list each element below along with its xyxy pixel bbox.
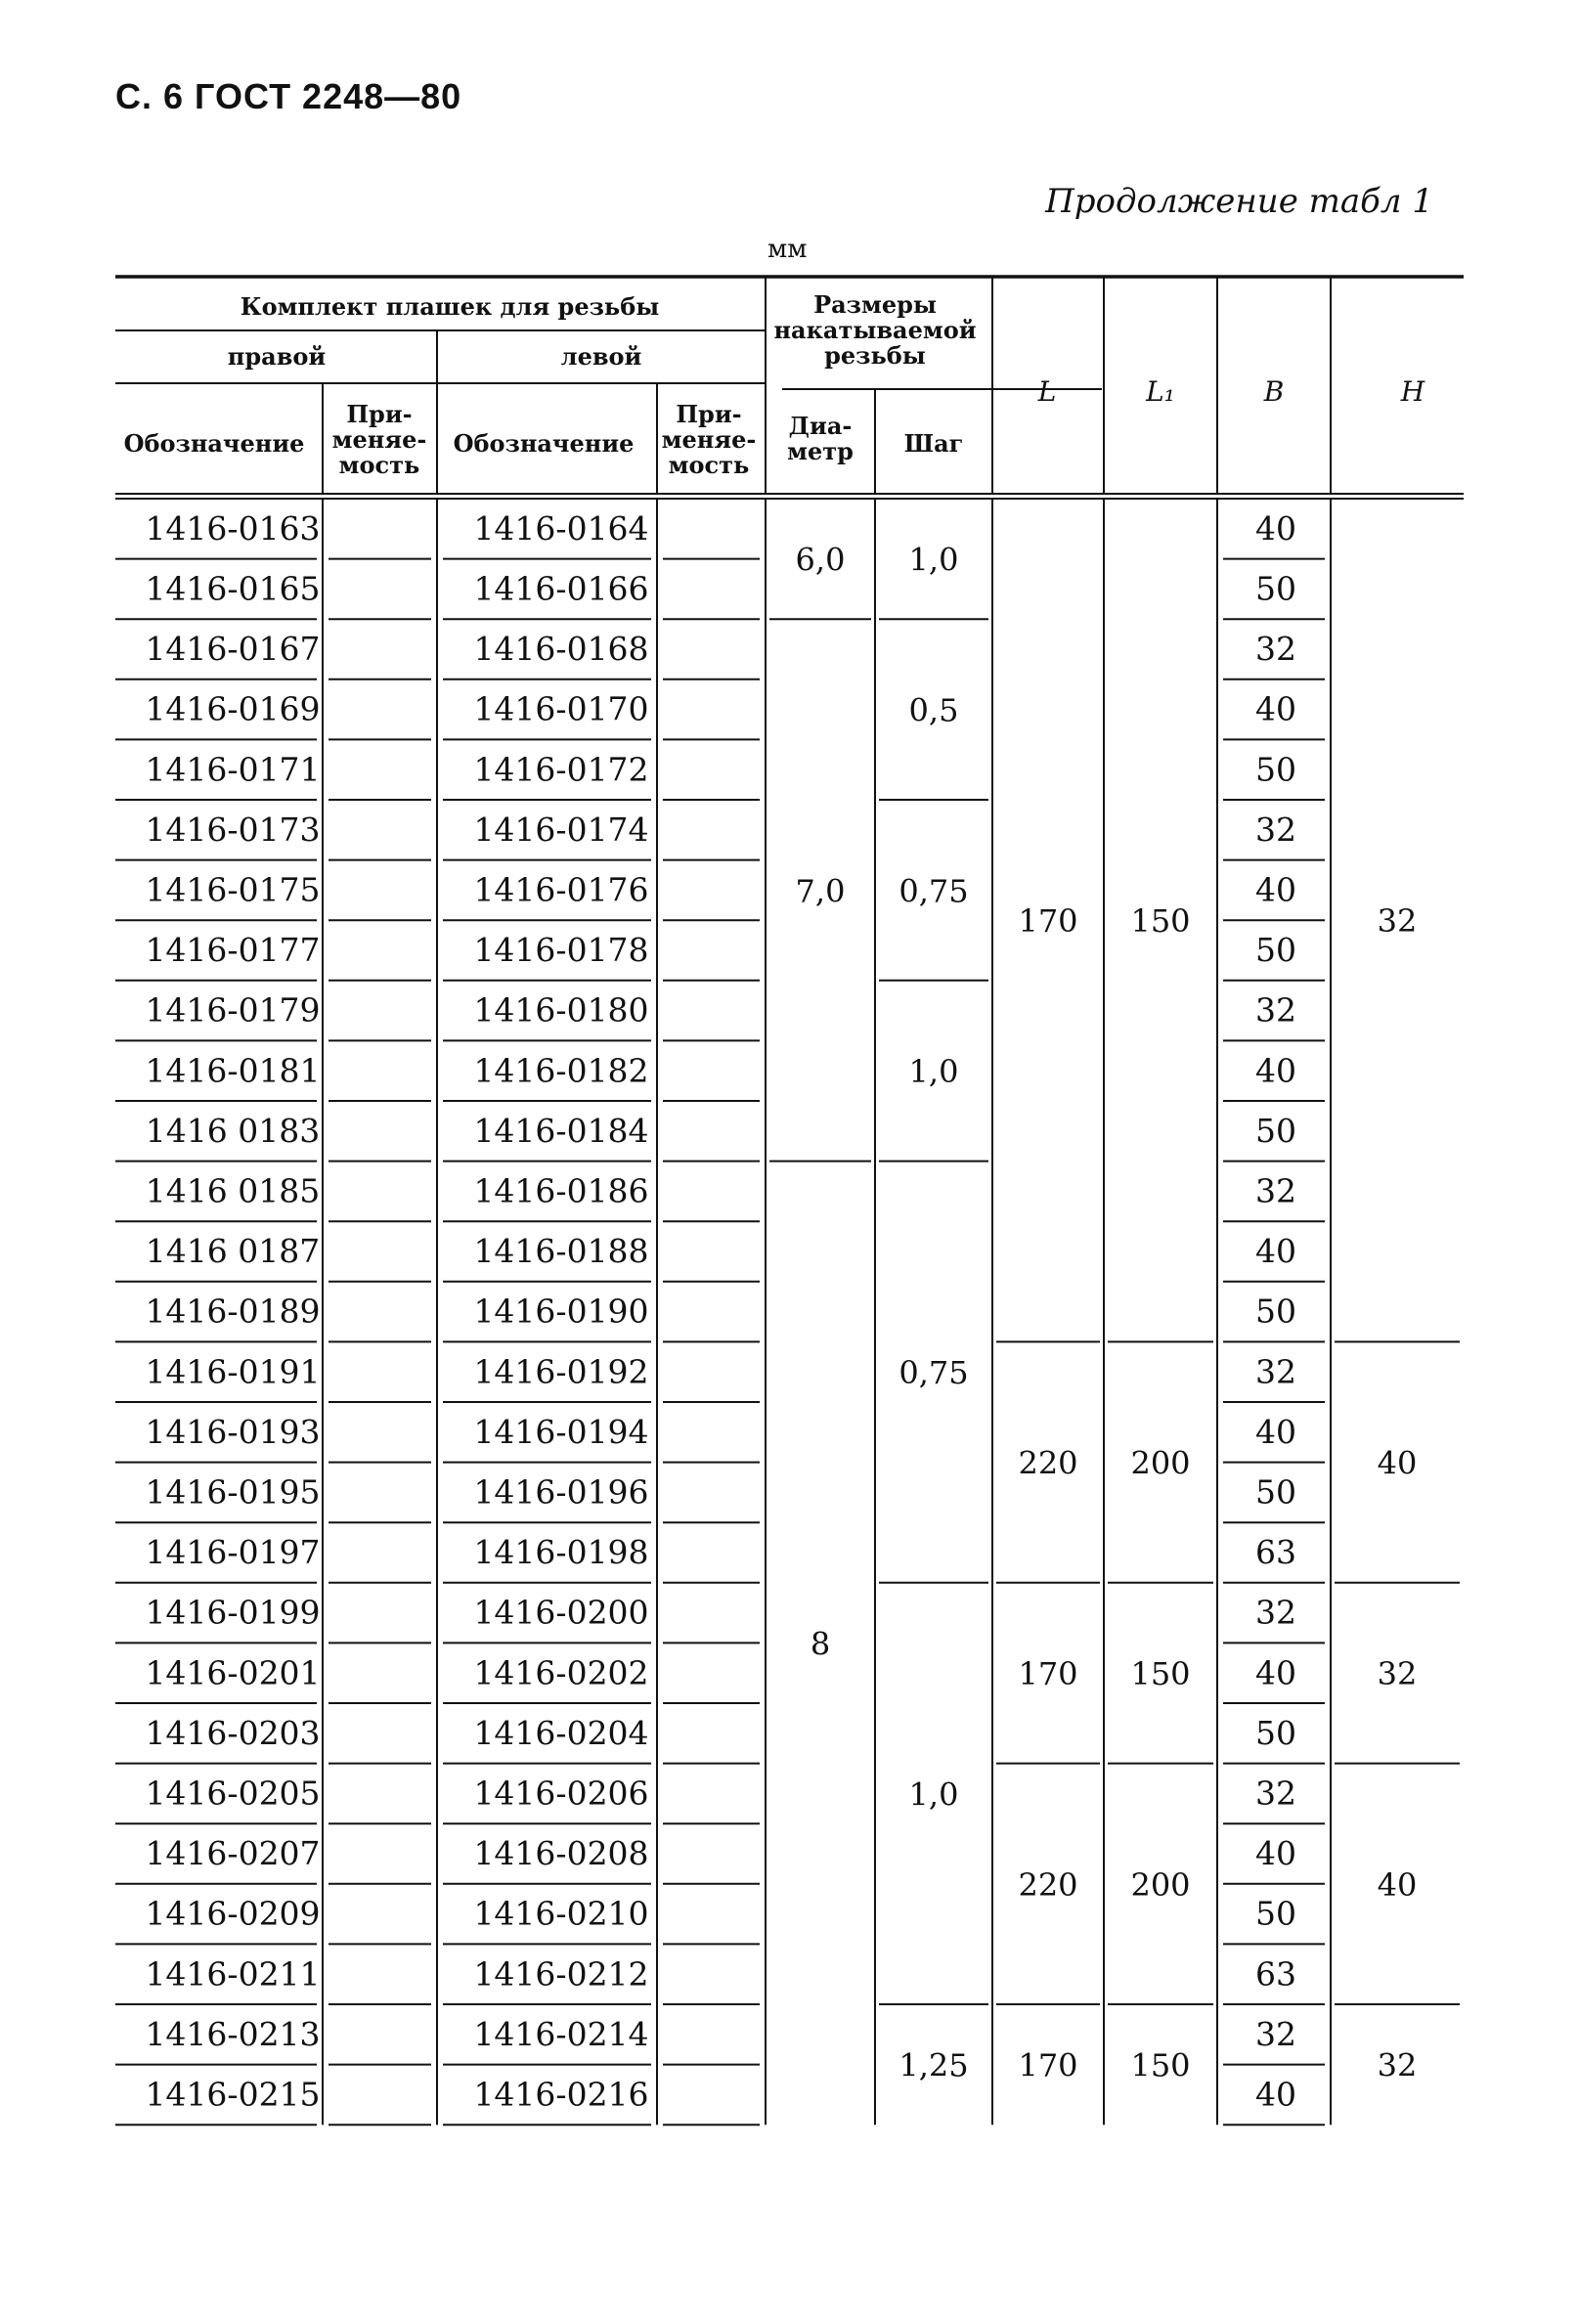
- left-designation-cell: 1416-0174: [473, 810, 649, 849]
- b-value-cell: 50: [1255, 1292, 1296, 1331]
- b-value-cell: 40: [1255, 1051, 1296, 1090]
- b-value-cell: 32: [1255, 990, 1296, 1030]
- diameter-cell: 7,0: [795, 872, 846, 910]
- left-designation-cell: 1416-0186: [473, 1171, 649, 1210]
- header-L: L: [1037, 375, 1057, 408]
- H-cell: 32: [1377, 2046, 1418, 2084]
- right-designation-cell: 1416-0173: [145, 810, 321, 849]
- b-value-cell: 40: [1255, 508, 1296, 548]
- header-diameter-2: метр: [787, 437, 854, 465]
- L-cell: 220: [1018, 1444, 1078, 1482]
- b-value-cell: 40: [1255, 1834, 1296, 1873]
- pitch-cell: 0,75: [899, 872, 969, 910]
- b-value-cell: 40: [1255, 1653, 1296, 1692]
- left-designation-cell: 1416-0170: [473, 689, 649, 728]
- left-designation-cell: 1416-0196: [473, 1472, 649, 1512]
- left-designation-cell: 1416-0214: [473, 2014, 649, 2053]
- H-cell: 40: [1377, 1444, 1418, 1482]
- b-value-cell: 50: [1255, 1894, 1296, 1933]
- b-value-cell: 50: [1255, 1713, 1296, 1752]
- pitch-cell: 0,75: [899, 1354, 969, 1392]
- L1-cell: 200: [1130, 1865, 1191, 1904]
- L-cell: 220: [1018, 1865, 1078, 1904]
- right-designation-cell: 1416-0179: [145, 990, 321, 1030]
- H-cell: 40: [1377, 1865, 1418, 1904]
- header-thread-sizes-3: резьбы: [824, 341, 926, 370]
- header-thread-sizes-1: Размеры: [813, 290, 937, 319]
- left-designation-cell: 1416-0168: [473, 630, 649, 669]
- H-cell: 32: [1377, 902, 1418, 941]
- left-designation-cell: 1416-0178: [473, 931, 649, 970]
- left-designation-cell: 1416-0190: [473, 1292, 649, 1331]
- right-designation-cell: 1416-0203: [145, 1713, 321, 1752]
- left-designation-cell: 1416-0164: [473, 508, 649, 548]
- header-thread-sizes-2: накатываемой: [773, 316, 977, 344]
- header-kit: Комплект плашек для резьбы: [240, 292, 660, 321]
- b-value-cell: 32: [1255, 630, 1296, 669]
- L1-cell: 150: [1130, 902, 1191, 941]
- b-value-cell: 50: [1255, 1472, 1296, 1512]
- b-value-cell: 32: [1255, 1774, 1296, 1813]
- right-designation-cell: 1416-0167: [145, 630, 321, 669]
- b-value-cell: 63: [1255, 1954, 1296, 1994]
- header-applicability-right-3: мость: [338, 451, 420, 479]
- right-designation-cell: 1416-0171: [145, 750, 321, 789]
- b-value-cell: 32: [1255, 810, 1296, 849]
- right-designation-cell: 1416 0187: [145, 1232, 321, 1271]
- left-designation-cell: 1416-0188: [473, 1232, 649, 1271]
- left-designation-cell: 1416-0166: [473, 569, 649, 608]
- b-value-cell: 32: [1255, 1593, 1296, 1632]
- right-designation-cell: 1416-0181: [145, 1051, 321, 1090]
- b-value-cell: 50: [1255, 931, 1296, 970]
- right-designation-cell: 1416-0195: [145, 1472, 321, 1512]
- b-value-cell: 50: [1255, 750, 1296, 789]
- header-diameter-1: Диа-: [788, 412, 853, 440]
- right-designation-cell: 1416-0199: [145, 1593, 321, 1632]
- right-designation-cell: 1416-0207: [145, 1834, 321, 1873]
- L1-cell: 150: [1130, 1655, 1191, 1693]
- left-designation-cell: 1416-0212: [473, 1954, 649, 1994]
- L1-cell: 200: [1130, 1444, 1191, 1482]
- b-value-cell: 63: [1255, 1533, 1296, 1572]
- left-designation-cell: 1416-0216: [473, 2075, 649, 2114]
- left-designation-cell: 1416-0200: [473, 1593, 649, 1632]
- L-cell: 170: [1018, 1655, 1078, 1693]
- header-designation-left: Обозначение: [453, 429, 635, 458]
- right-designation-cell: 1416-0211: [145, 1954, 321, 1994]
- b-value-cell: 40: [1255, 870, 1296, 909]
- left-designation-cell: 1416-0176: [473, 870, 649, 909]
- right-designation-cell: 1416-0175: [145, 870, 321, 909]
- page-header: С. 6 ГОСТ 2248—80: [115, 76, 462, 116]
- left-designation-cell: 1416-0180: [473, 990, 649, 1030]
- diameter-cell: 8: [810, 1625, 831, 1663]
- left-designation-cell: 1416-0184: [473, 1111, 649, 1150]
- L-cell: 170: [1018, 2046, 1078, 2084]
- header-right-thread: правой: [227, 342, 327, 371]
- left-designation-cell: 1416-0206: [473, 1774, 649, 1813]
- left-designation-cell: 1416-0182: [473, 1051, 649, 1090]
- header-applicability-left-3: мость: [668, 451, 750, 479]
- b-value-cell: 32: [1255, 1352, 1296, 1391]
- b-value-cell: 40: [1255, 1412, 1296, 1451]
- left-designation-cell: 1416-0192: [473, 1352, 649, 1391]
- left-designation-cell: 1416-0210: [473, 1894, 649, 1933]
- header-B: B: [1263, 375, 1285, 408]
- units-label: мм: [767, 235, 808, 264]
- right-designation-cell: 1416-0197: [145, 1533, 321, 1572]
- right-designation-cell: 1416-0209: [145, 1894, 321, 1933]
- pitch-cell: 1,25: [899, 2046, 969, 2084]
- pitch-cell: 1,0: [908, 541, 959, 579]
- right-designation-cell: 1416-0189: [145, 1292, 321, 1331]
- b-value-cell: 50: [1255, 1111, 1296, 1150]
- right-designation-cell: 1416-0201: [145, 1653, 321, 1692]
- left-designation-cell: 1416-0172: [473, 750, 649, 789]
- right-designation-cell: 1416-0213: [145, 2014, 321, 2053]
- header-applicability-left-2: меняе-: [661, 425, 757, 454]
- right-designation-cell: 1416-0163: [145, 508, 321, 548]
- header-applicability-right-1: При-: [346, 400, 413, 428]
- right-designation-cell: 1416-0165: [145, 569, 321, 608]
- left-designation-cell: 1416-0208: [473, 1834, 649, 1873]
- left-designation-cell: 1416-0198: [473, 1533, 649, 1572]
- L-cell: 170: [1018, 902, 1078, 941]
- right-designation-cell: 1416 0183: [145, 1111, 321, 1150]
- header-pitch: Шаг: [903, 429, 964, 458]
- right-designation-cell: 1416-0205: [145, 1774, 321, 1813]
- b-value-cell: 40: [1255, 689, 1296, 728]
- right-designation-cell: 1416-0191: [145, 1352, 321, 1391]
- L1-cell: 150: [1130, 2046, 1191, 2084]
- right-designation-cell: 1416 0185: [145, 1171, 321, 1210]
- table-continuation-caption: Продолжение табл 1: [1045, 182, 1433, 221]
- b-value-cell: 32: [1255, 2014, 1296, 2053]
- right-designation-cell: 1416-0169: [145, 689, 321, 728]
- right-designation-cell: 1416-0215: [145, 2075, 321, 2114]
- left-designation-cell: 1416-0194: [473, 1412, 649, 1451]
- header-designation-right: Обозначение: [123, 429, 305, 458]
- header-L1: L₁: [1146, 375, 1175, 408]
- header-H: H: [1400, 375, 1425, 408]
- pitch-cell: 1,0: [908, 1053, 959, 1091]
- diameter-cell: 6,0: [795, 541, 846, 579]
- header-left-thread: левой: [560, 342, 642, 371]
- header-applicability-left-1: При-: [676, 400, 742, 428]
- pitch-cell: 0,5: [908, 691, 959, 729]
- right-designation-cell: 1416-0193: [145, 1412, 321, 1451]
- header-applicability-right-2: меняе-: [331, 425, 427, 454]
- b-value-cell: 50: [1255, 569, 1296, 608]
- b-value-cell: 32: [1255, 1171, 1296, 1210]
- right-designation-cell: 1416-0177: [145, 931, 321, 970]
- pitch-cell: 1,0: [908, 1776, 959, 1814]
- b-value-cell: 40: [1255, 1232, 1296, 1271]
- left-designation-cell: 1416-0202: [473, 1653, 649, 1692]
- b-value-cell: 40: [1255, 2075, 1296, 2114]
- left-designation-cell: 1416-0204: [473, 1713, 649, 1752]
- H-cell: 32: [1377, 1655, 1418, 1693]
